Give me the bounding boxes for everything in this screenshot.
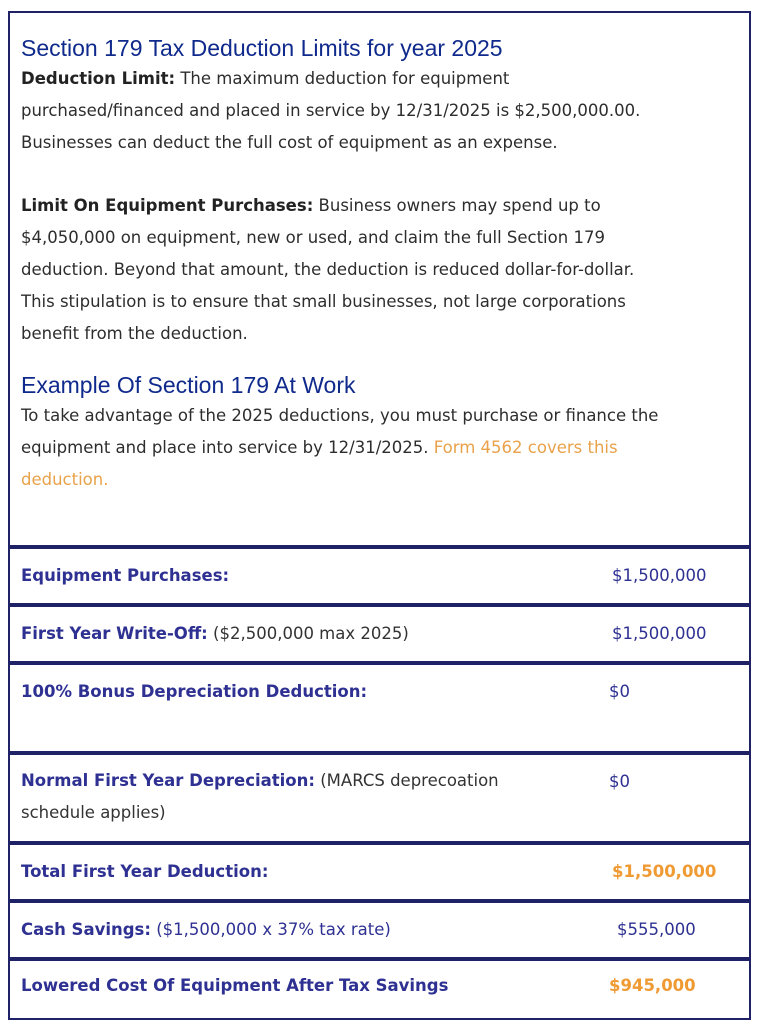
row-value: $945,000 (609, 976, 696, 995)
intro-section (10, 13, 749, 496)
form-4562-link[interactable]: Form 4562 covers this (433, 438, 618, 458)
deduction-limit-text-1: The maximum deduction for equipment (175, 69, 510, 88)
row-label: Lowered Cost Of Equipment After Tax Savings (21, 976, 449, 995)
equipment-limit-text-4: This stipulation is to ensure that small businesses, not large corporations (21, 291, 626, 311)
table-row-bonus-depreciation (10, 661, 749, 751)
table-row-first-year-writeoff (10, 603, 749, 661)
row-value: $1,500,000 (612, 566, 707, 585)
row-label: Total First Year Deduction: (21, 862, 269, 881)
row-label: Equipment Purchases: (21, 566, 230, 585)
equipment-limit-text-3: deduction. Beyond that amount, the deduction is reduced dollar-for-dollar. (21, 259, 635, 279)
equipment-limit-text-1: Business owners may spend up to (313, 196, 601, 216)
row-value: $0 (609, 682, 630, 701)
example-text-2: equipment and place into service by 12/31/2025. (21, 438, 434, 458)
equipment-limit-label: Limit On Equipment Purchases: (21, 196, 314, 216)
row-label: Normal First Year Depreciation: (21, 771, 315, 790)
example-paragraph (21, 400, 737, 495)
equipment-limit-text-2: $4,050,000 on equipment, new or used, and claim the full Section 179 (21, 228, 605, 248)
deduction-limit-text-3: Businesses can deduct the full cost of equipment as an expense. (21, 132, 558, 152)
row-note: (MARCS deprecoation (315, 771, 499, 790)
equipment-limit-text-5: benefit from the deduction. (21, 323, 248, 343)
row-label: First Year Write-Off: (21, 624, 208, 643)
row-note-2: schedule applies) (21, 802, 166, 822)
row-note: ($2,500,000 max 2025) (207, 624, 409, 643)
form-4562-link-cont[interactable]: deduction. (21, 469, 109, 489)
table-row-cash-savings (10, 899, 749, 957)
deduction-limit-label: Deduction Limit: (21, 69, 176, 88)
example-text-1: To take advantage of the 2025 deductions, you must purchase or finance the (21, 406, 659, 426)
example-heading: Example Of Section 179 At Work (21, 372, 356, 399)
row-value: $555,000 (617, 920, 696, 939)
row-value: $1,500,000 (612, 624, 707, 643)
deduction-table (10, 545, 749, 1015)
table-row-total-first-year (10, 841, 749, 899)
deduction-card (8, 11, 751, 1020)
deduction-limit-text-2: purchased/financed and placed in service by 12/31/2025 is $2,500,000.00. (21, 100, 641, 120)
deduction-limit-paragraph (21, 63, 737, 158)
row-note: ($1,500,000 x 37% tax rate) (150, 920, 391, 939)
section179-limits-heading: Section 179 Tax Deduction Limits for year 2025 (21, 35, 503, 61)
row-value: $1,500,000 (612, 862, 717, 881)
row-value: $0 (609, 772, 630, 791)
row-label: 100% Bonus Depreciation Deduction: (21, 682, 368, 701)
equipment-limit-paragraph (21, 190, 737, 349)
table-row-equipment-purchases (10, 545, 749, 603)
table-row-lowered-cost (10, 957, 749, 1015)
table-row-normal-depreciation (10, 751, 749, 841)
row-label: Cash Savings: (21, 920, 151, 939)
